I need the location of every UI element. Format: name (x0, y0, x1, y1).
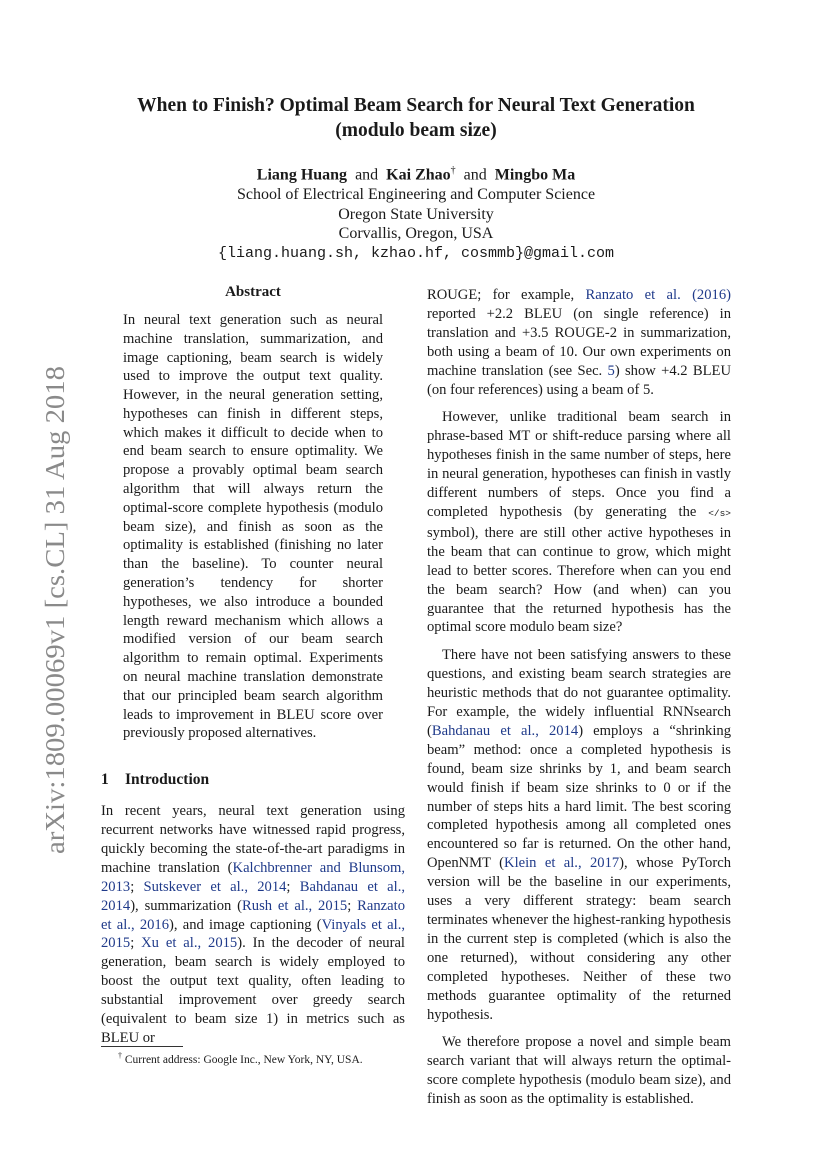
footnote-divider (101, 1046, 183, 1047)
body-paragraph: We therefore propose a novel and simple beam search variant that will always return the optimal-score complete hypothesis (modulo beam size), and finish as soon as the optimality is established. (427, 1034, 731, 1108)
footnote-marker: † (450, 165, 456, 176)
footnote (118, 1049, 408, 1067)
paragraph-text: ROUGE; for example, (427, 287, 586, 303)
paragraph-text: ; (347, 897, 358, 914)
abstract-heading: Abstract (225, 284, 281, 300)
citation-link[interactable]: Sutskever et al., 2014 (143, 878, 287, 895)
paragraph-text: ) show +4.2 BLEU (on four references) using a beam of 5. (427, 362, 731, 398)
body-paragraph (427, 408, 731, 637)
citation-link[interactable]: Vinyals et al., 2015 (101, 916, 405, 952)
arxiv-identifier-stamp (20, 360, 76, 860)
author-emails: {liang.huang.sh, kzhao.hf, cosmmb}@gmail.com (217, 244, 615, 262)
citation-link[interactable]: Ranzato et al. (2016) (585, 287, 731, 303)
citation-link[interactable]: Klein et al., 2017 (504, 855, 620, 872)
left-column (101, 283, 405, 1048)
section-reference-link[interactable]: 5 (607, 362, 615, 379)
affiliation-university: Oregon State University (338, 205, 494, 223)
paragraph-text: ), whose PyTorch version will be the baseline in our experiments, uses a very different strategy: beam search terminates whenever the highest-ranking hypothesis in the current step is completed (which is also the one returned), without considering any other completed hypotheses. Neither of these two methods guarantee optimality of the returned hypothesis. (427, 855, 731, 1023)
citation-link[interactable]: Kalchbrenner and Blunsom, 2013 (101, 859, 405, 895)
section-title: Introduction (125, 771, 210, 789)
paragraph-text: ), and image captioning ( (169, 916, 322, 933)
citation-link[interactable]: Xu et al., 2015 (141, 935, 238, 952)
affiliation-city: Corvallis, Oregon, USA (338, 225, 494, 243)
author-name: Kai Zhao (386, 166, 451, 184)
footnote-text: Current address: Google Inc., New York, NY, USA. (122, 1053, 363, 1066)
paragraph-text: ), summarization ( (130, 897, 243, 914)
paragraph-text: ) employs a “shrinking beam” method: once a completed hypothesis is found, beam size shrinks by 1, and beam search would finish if beam size shrinks to 0 or if the number of steps hits a hard limit. The best scoring completed hypothesis among all completed ones encountered so far is returned. On the other hand, OpenNMT ( (427, 722, 731, 872)
paragraph-text: In recent years, neural text generation using recurrent networks have witnessed rapid progress, quickly becoming the state-of-the-art paradigms in machine translation ( (101, 803, 405, 876)
author-conjunction: and (463, 166, 487, 184)
right-column (427, 286, 731, 1109)
author-name: Mingbo Ma (494, 166, 576, 184)
body-paragraph (427, 646, 731, 1024)
paragraph-text: There have not been satisfying answers to these questions, and existing beam search strategies are heuristic methods that do not guarantee optimality. For example, the widely influential RNNsearch ( (427, 647, 731, 739)
paragraph-text: reported +2.2 BLEU (on single reference) in translation and +3.5 ROUGE-2 in summarization, both using a beam of 10. Our own experiments on machine translation (see Sec. (427, 305, 731, 379)
paragraph-text: However, unlike traditional beam search in phrase-based MT or shift-reduce parsing where all hypotheses finish in the same number of steps, here in neural generation, hypotheses can finish in vastly different numbers of steps. Once you find a completed hypothesis (by generating the (427, 409, 731, 520)
author-list (100, 161, 732, 185)
citation-link[interactable]: Rush et al., 2015 (242, 897, 348, 914)
intro-paragraph-1 (101, 802, 405, 1048)
citation-link[interactable]: Bahdanau et al., 2014 (101, 878, 405, 914)
paper-header (100, 93, 732, 264)
paper-title (100, 93, 732, 143)
citation-link[interactable]: Ranzato et al., 2016 (101, 897, 405, 933)
body-paragraph-continued (427, 286, 731, 399)
affiliation-school: School of Electrical Engineering and Computer Science (236, 186, 596, 204)
paragraph-text: ; (130, 878, 144, 895)
title-line-2: (modulo beam size) (335, 120, 497, 141)
paragraph-text: ; (130, 935, 142, 952)
paragraph-text: ). In the decoder of neural generation, beam search is widely employed to boost the output text quality, often leading to substantial improvement over greedy search (equivalent to beam size 1) in metrics such as BLEU or (101, 935, 405, 1047)
eos-token: </s> (708, 507, 731, 519)
arxiv-identifier-text: arXiv:1809.00069v1 [cs.CL] 31 Aug 2018 (40, 395, 70, 854)
section-heading-introduction (101, 771, 405, 790)
section-number: 1 (101, 771, 109, 789)
footnote-marker: † (118, 1051, 122, 1060)
paragraph-text: ; (286, 878, 300, 895)
author-conjunction: and (355, 166, 379, 184)
title-line-1: When to Finish? Optimal Beam Search for Neural Text Generation (137, 95, 695, 116)
paragraph-text: symbol), there are still other active hypotheses in the beam that can continue to grow, which might lead to better scores. Therefore when can you end the beam search? How (and when) can you guarantee that the returned hypothesis has the optimal score modulo beam size? (427, 524, 731, 636)
author-name: Liang Huang (256, 166, 348, 184)
abstract-text: In neural text generation such as neural machine translation, summarization, and image captioning, beam search is widely used to improve the output text quality. However, in the neural generation setting, hypotheses can finish in different steps, which makes it difficult to decide when to end beam search to ensure optimality. We propose a provably optimal beam search algorithm that will always return the optimal-score complete hypothesis (modulo beam size), and finish as soon as the optimality is established (finishing no later than the baseline). To counter neural generation’s tendency for shorter hypotheses, we also introduce a bounded length reward mechanism which allows a modified version of our beam search algorithm to remain optimal. Experiments on neural machine translation demonstrate that our principled beam search algorithm leads to improvement in BLEU score over previously proposed alternatives. (123, 311, 383, 742)
citation-link[interactable]: Bahdanau et al., 2014 (431, 722, 579, 739)
